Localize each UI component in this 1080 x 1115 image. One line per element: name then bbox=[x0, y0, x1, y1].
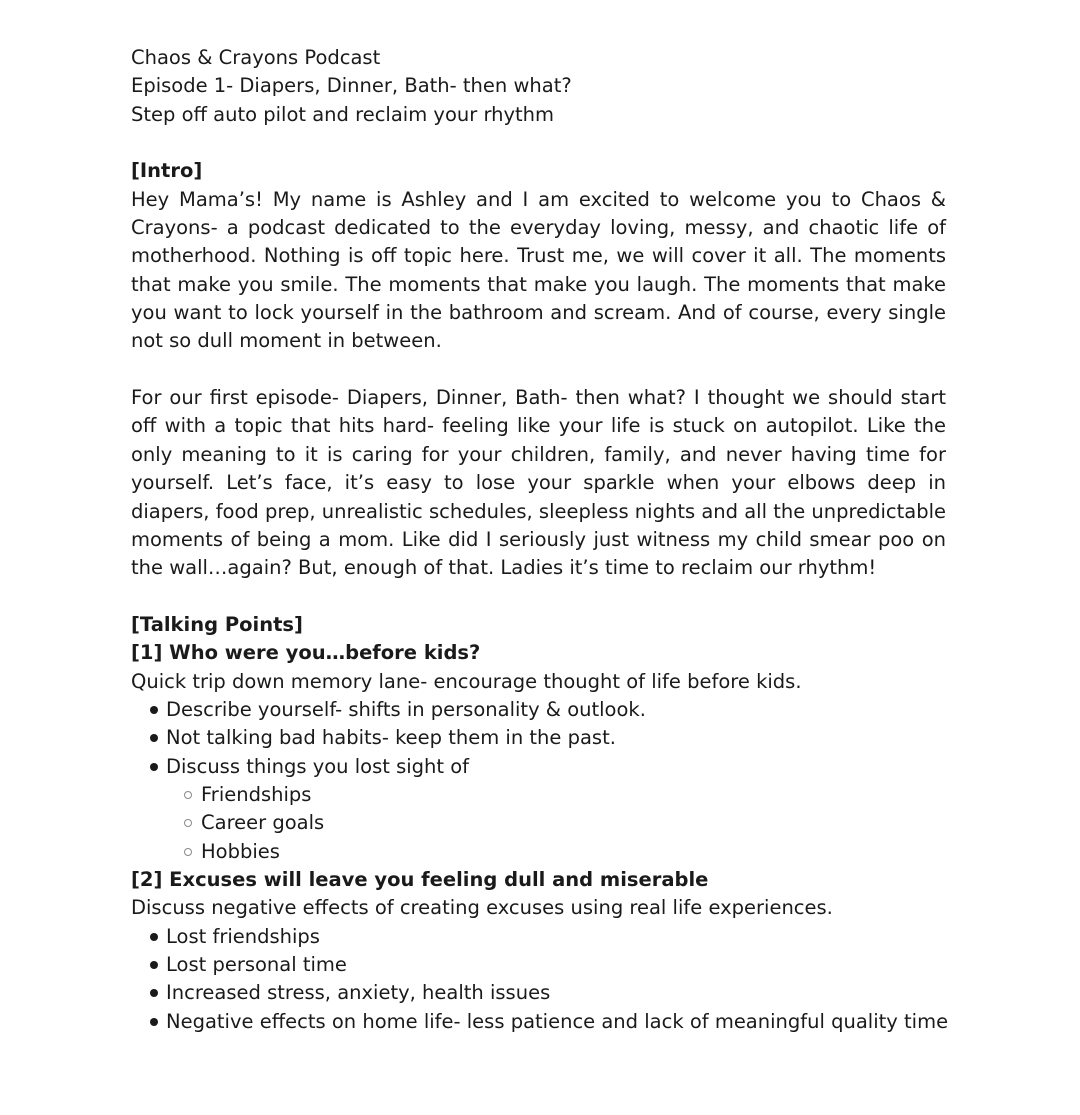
podcast-title: Chaos & Crayons Podcast bbox=[131, 46, 381, 69]
sub-list-item: Friendships bbox=[131, 781, 946, 809]
blank-line bbox=[131, 583, 946, 611]
episode-title: Episode 1- Diapers, Dinner, Bath- then what? bbox=[131, 74, 572, 98]
talking-points-heading: [Talking Points] bbox=[131, 612, 303, 636]
sub-list-item: Career goals bbox=[131, 809, 946, 837]
list-item: Lost friendships bbox=[131, 923, 946, 951]
point-1-bullet-list bbox=[131, 696, 946, 781]
point-1-sub-bullet-list bbox=[131, 781, 946, 866]
point-1-heading: [1] Who were you…before kids? bbox=[131, 641, 481, 665]
intro-paragraph-1: Hey Mama’s! My name is Ashley and I am excited to welcome you to Chaos & Crayons- a podcast dedicated to the everyday loving, messy, and chaotic life of motherhood. Nothing is off topic here. Trust me, we will cover it all. The moments that make you smile. The moments that make you laugh. The moments that make you want to lock yourself in the bathroom and scream. And of course, every single not so dull moment in between. bbox=[131, 187, 946, 353]
list-item: Discuss things you lost sight of bbox=[131, 753, 946, 781]
document-page bbox=[131, 44, 949, 1036]
point-2-heading: [2] Excuses will leave you feeling dull and miserable bbox=[131, 867, 709, 891]
point-1-summary: Quick trip down memory lane- encourage thought of life before kids. bbox=[131, 669, 802, 693]
point-2-summary: Discuss negative effects of creating excuses using real life experiences. bbox=[131, 896, 833, 920]
intro-paragraph-2: For our first episode- Diapers, Dinner, Bath- then what? I thought we should start off with a topic that hits hard- feeling like your life is stuck on autopilot. Like the only meaning to it is caring for your children, family, and never having time for yourself. Let’s face, it’s easy to lose your sparkle when your elbows deep in diapers, food prep, unrealistic schedules, sleepless nights and all the unpredictable moments of being a mom. Like did I seriously just witness my child smear poo on the wall…again? But, enough of that. Ladies it’s time to reclaim our rhythm! bbox=[131, 386, 946, 580]
intro-heading: [Intro] bbox=[131, 159, 203, 183]
list-item: Increased stress, anxiety, health issues bbox=[131, 979, 946, 1007]
list-item: Lost personal time bbox=[131, 951, 946, 979]
list-item: Negative effects on home life- less patience and lack of meaningful quality time bbox=[131, 1008, 946, 1036]
blank-line bbox=[131, 129, 946, 157]
episode-tagline: Step off auto pilot and reclaim your rhythm bbox=[131, 102, 555, 126]
list-item: Describe yourself- shifts in personality & outlook. bbox=[131, 696, 946, 724]
blank-line bbox=[131, 356, 946, 384]
list-item: Not talking bad habits- keep them in the past. bbox=[131, 724, 946, 752]
point-2-bullet-list bbox=[131, 923, 949, 1036]
sub-list-item: Hobbies bbox=[131, 838, 946, 866]
